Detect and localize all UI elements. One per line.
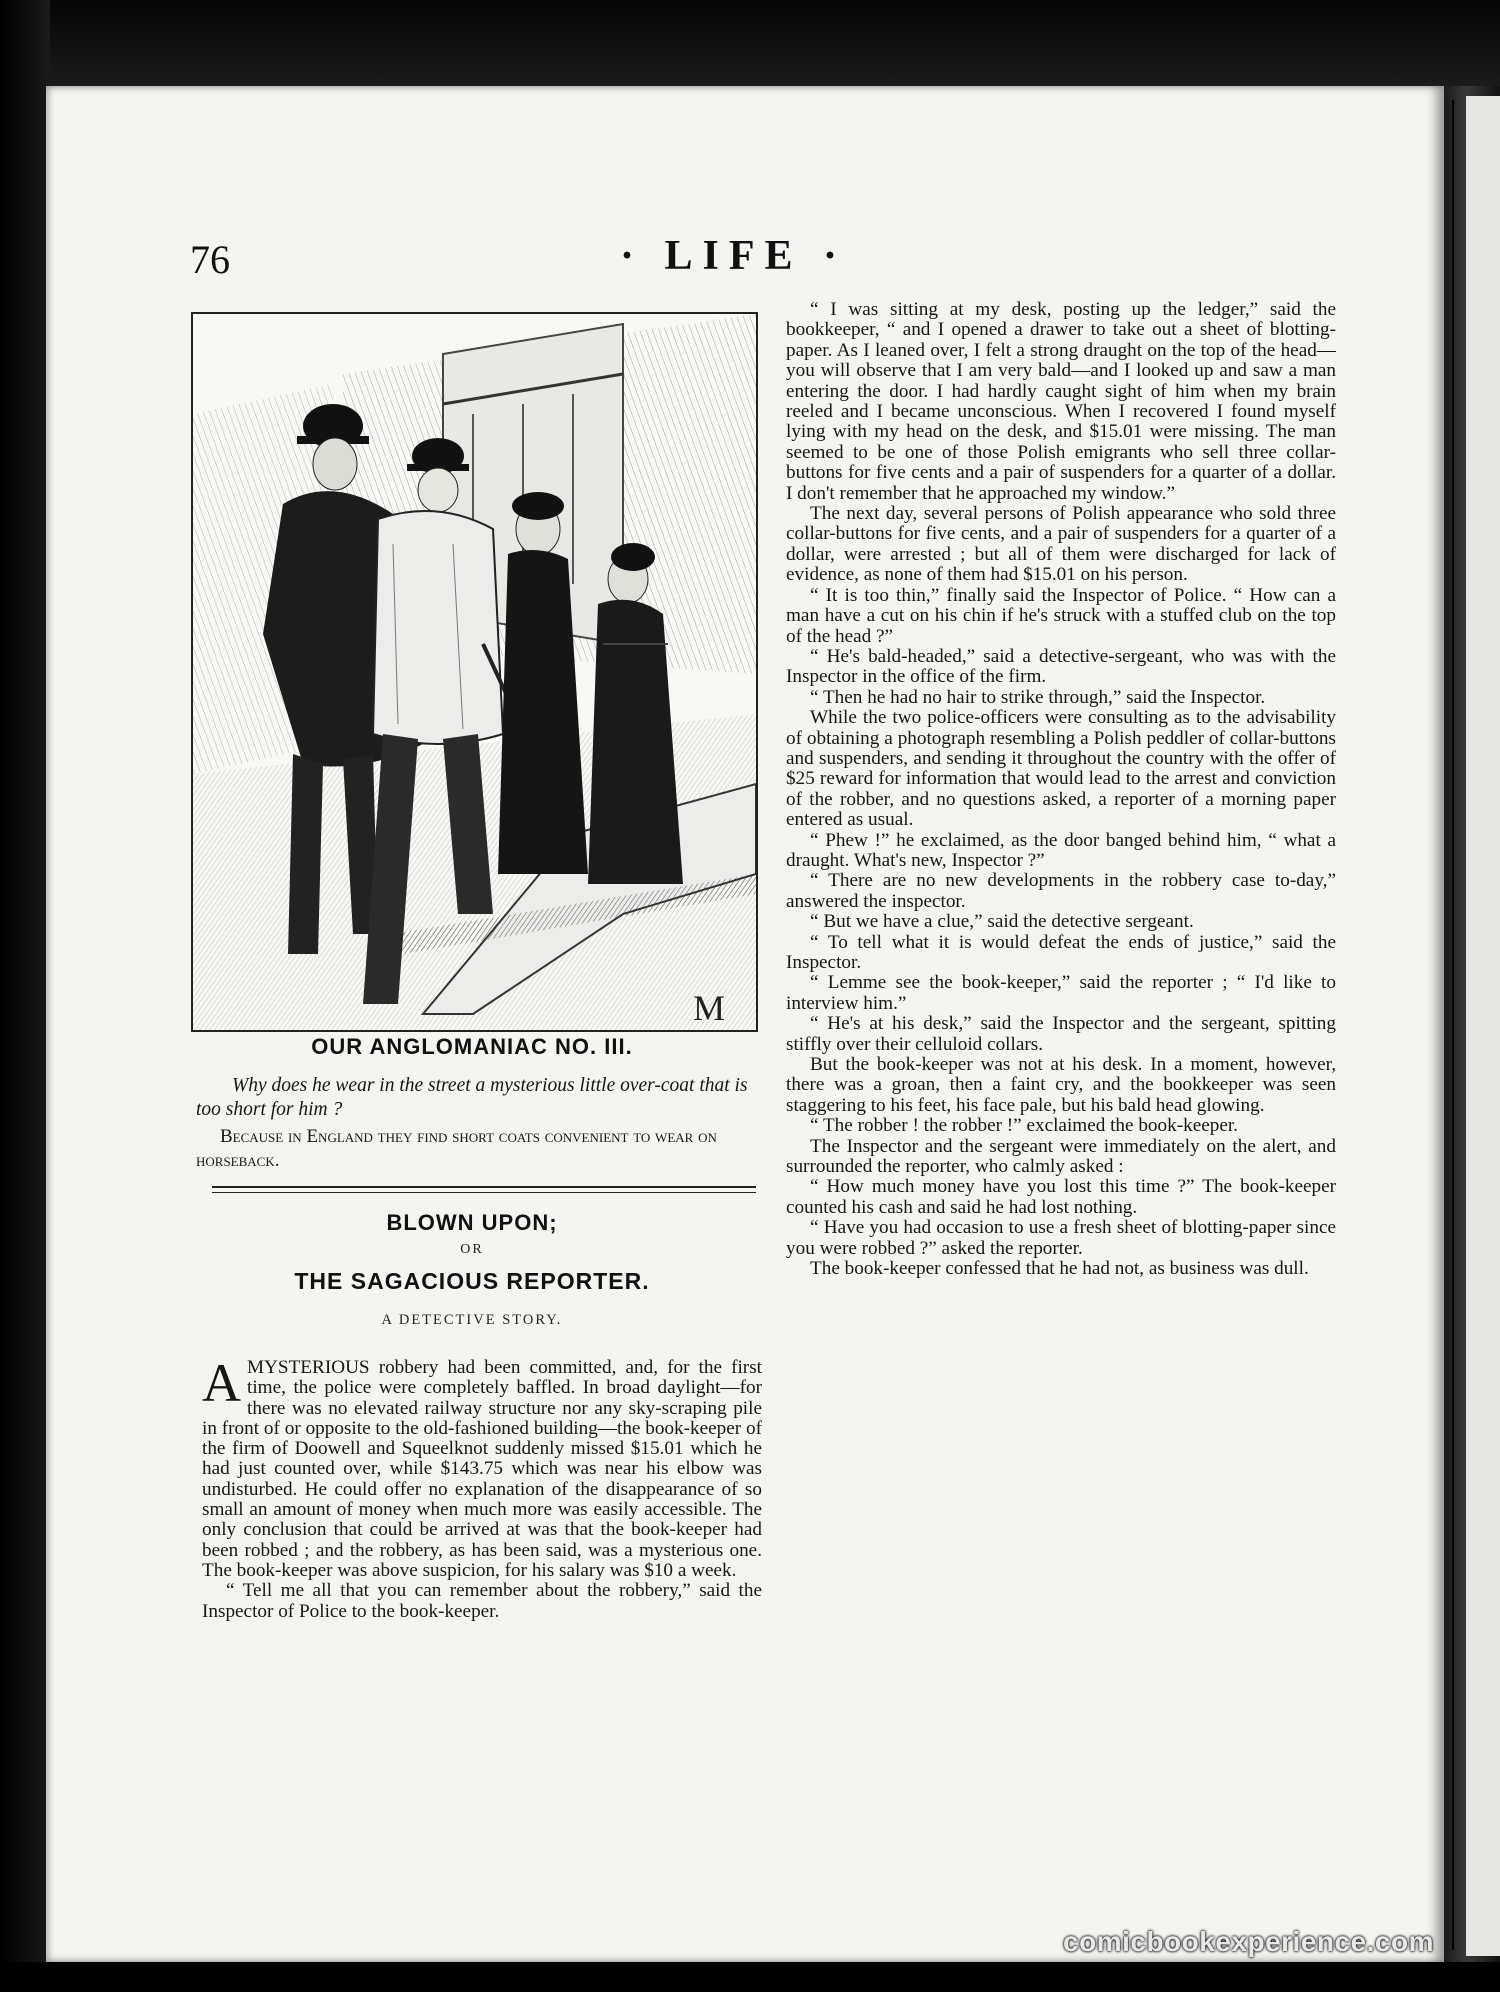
site-watermark: comicbookexperience.com: [1063, 1926, 1434, 1957]
cartoon-illustration: [191, 312, 758, 1032]
right-paragraph: “ Have you had occasion to use a fresh sheet of blotting-paper since you were robbed ?” asked the reporter.: [786, 1217, 1336, 1259]
right-paragraph: The Inspector and the sergeant were immediately on the alert, and surrounded the reporter, who calmly asked :: [786, 1135, 1336, 1178]
artist-signature: M: [693, 988, 726, 1028]
right-paragraph: “ Phew !” he exclaimed, as the door banged behind him, “ what a draught. What's new, Inspector ?”: [786, 829, 1336, 871]
story-subtitle: THE SAGACIOUS REPORTER.: [294, 1268, 650, 1294]
right-paragraph: “ The robber ! the robber !” exclaimed the book-keeper.: [810, 1115, 1238, 1137]
right-paragraph: “ He's bald-headed,” said a detective-sergeant, who was with the Inspector in the office of the firm.: [786, 645, 1336, 688]
story-title: BLOWN UPON;: [386, 1210, 558, 1235]
gutter-shadow-line: [1452, 100, 1454, 1950]
right-paragraph: “ To tell what it is would defeat the ends of justice,” said the Inspector.: [786, 931, 1336, 973]
cartoon-answer: Because in England they find short coats convenient to wear on horseback.: [196, 1126, 717, 1171]
right-paragraph: “ He's at his desk,” said the Inspector and the sergeant, spitting stiffly over their celluloid collars.: [786, 1013, 1336, 1055]
page-number: 76: [190, 237, 230, 282]
cartoon-title: OUR ANGLOMANIAC NO. III.: [311, 1034, 633, 1059]
scan-top-border: [0, 0, 1500, 88]
story-paragraph-1: AMYSTERIOUS robbery had been committed, and, for the first time, the police were completely baffled. In broad daylight—for there was no elevated railway structure nor any sky-scraping pile in front of or opposite to the old-fashioned building—the book-keeper of the firm of Doowell and Squeelknot suddenly missed $15.01 which he had just counted over, while $143.75 which was near his elbow was undisturbed. He could offer no explanation of the disappearance of so small an amount of money when much more was easily accessible. The only conclusion that could be arrived at was that the book-keeper had been robbed ; and the robbery, as has been said, was a mysterious one. The book-keeper was above suspicion, for his salary was $10 a week.: [202, 1353, 762, 1581]
engraving-figures: [193, 314, 756, 1030]
facing-page-edge: [1466, 96, 1500, 1956]
drop-cap: A: [202, 1353, 241, 1413]
right-paragraph: “ There are no new developments in the robbery case to-day,” answered the inspector.: [786, 870, 1336, 912]
section-divider-top: [212, 1186, 756, 1188]
story-left-column: [202, 1353, 762, 1622]
scan-bottom-border: [0, 1962, 1500, 1992]
story-paragraph-2: “ Tell me all that you can remember about the robbery,” said the Inspector of Police to the book-keeper.: [202, 1580, 762, 1622]
right-paragraph: “ But we have a clue,” said the detective sergeant.: [810, 911, 1194, 933]
story-right-column: [786, 300, 1336, 1280]
right-paragraph: While the two police-officers were consulting as to the advisability of obtaining a photograph resembling a Polish peddler of collar-buttons and suspenders, and sending it throughout the country with the offer of $25 reward for information that would lead to the arrest and conviction of the robber, and no questions asked, a reporter of a morning paper entered as usual.: [786, 707, 1336, 831]
right-paragraph: “ Then he had no hair to strike through,” said the Inspector.: [810, 686, 1266, 708]
story-kicker: A DETECTIVE STORY.: [381, 1312, 563, 1328]
cartoon-question: Why does he wear in the street a mysterious little over-coat that is too short for him ?: [196, 1075, 748, 1120]
right-paragraph: “ How much money have you lost this time ?” The book-keeper counted his cash and said he had lost nothing.: [786, 1176, 1336, 1218]
right-paragraph: “ It is too thin,” finally said the Inspector of Police. “ How can a man have a cut on his chin if he's struck with a stuffed club on the top of the head ?”: [786, 584, 1336, 647]
story-or: OR: [460, 1242, 484, 1257]
right-paragraph: “ I was sitting at my desk, posting up the ledger,” said the bookkeeper, “ and I opened a drawer to take out a sheet of blotting-paper. As I leaned over, I felt a strong draught on the top of the head—you will observe that I am very bald—and I looked up and saw a man entering the door. I had hardly caught sight of him when my brain reeled and I became unconscious. When I recovered I found myself lying with my head on the desk, and $15.01 were missing. The man seemed to be one of those Polish emigrants who sell three collar-buttons for five cents and a pair of suspenders for a quarter of a dollar. I don't remember that he approached my window.”: [786, 299, 1336, 504]
right-paragraph: The book-keeper confessed that he had not, as business was dull.: [810, 1258, 1309, 1280]
section-divider-bottom: [212, 1192, 756, 1193]
scan-left-border: [0, 0, 50, 1992]
right-paragraph: “ Lemme see the book-keeper,” said the reporter ; “ I'd like to interview him.”: [786, 972, 1336, 1014]
right-paragraph: The next day, several persons of Polish appearance who sold three collar-buttons for five cents, and a pair of suspenders for a quarter of a dollar, were arrested ; but all of them were discharged for lack of evidence, as none of them had $15.01 on his person.: [786, 503, 1336, 586]
right-paragraph: But the book-keeper was not at his desk. In a moment, however, there was a groan, then a faint cry, and the bookkeeper was seen staggering to his feet, his face pale, but his bald head glowing.: [786, 1054, 1336, 1116]
masthead-title: · LIFE ·: [620, 233, 848, 279]
